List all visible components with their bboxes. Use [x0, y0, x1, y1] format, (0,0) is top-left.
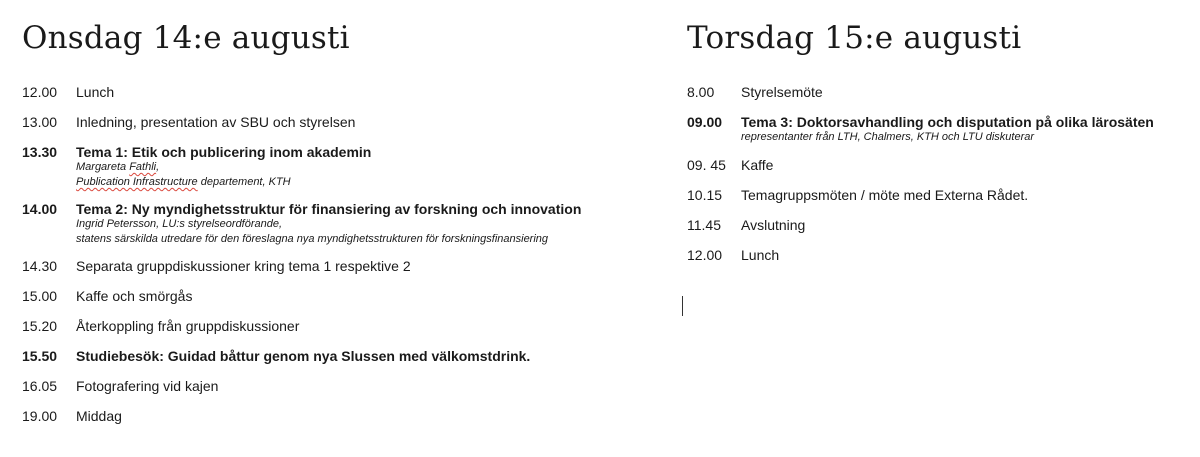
entry-time: 13.30 — [22, 144, 58, 160]
schedule-entry-theme-3 — [687, 114, 1187, 145]
text-cursor — [682, 296, 683, 316]
entry-time: 15.00 — [22, 288, 58, 304]
entry-time: 8.00 — [687, 84, 715, 100]
entry-speaker: Ingrid Petersson, LU:s styrelseordförande, — [76, 218, 283, 230]
entry-time: 10.15 — [687, 187, 723, 203]
entry-time: 15.50 — [22, 348, 58, 364]
entry-time: 12.00 — [22, 84, 58, 100]
entry-title: Styrelsemöte — [741, 84, 823, 100]
entry-title: Tema 3: Doktorsavhandling och disputation på olika lärosäten — [741, 114, 1154, 130]
wednesday-heading: Onsdag 14:e augusti — [22, 20, 350, 56]
entry-title: Middag — [76, 408, 122, 424]
entry-title: Temagruppsmöten / möte med Externa Rådet. — [741, 187, 1029, 203]
entry-title: Studiebesök: Guidad båttur genom nya Slussen med välkomstdrink. — [76, 348, 531, 364]
entry-affiliation: Publication Infrastructure departement, KTH — [76, 176, 291, 188]
schedule-entry — [22, 258, 672, 274]
schedule-entry — [687, 84, 1187, 100]
schedule-entry — [22, 288, 672, 304]
entry-speaker: representanter från LTH, Chalmers, KTH och LTU diskuterar — [741, 131, 1035, 143]
spelling-mark: Fathli — [129, 161, 157, 173]
schedule-entry — [687, 217, 1187, 233]
wednesday-schedule — [22, 84, 672, 438]
entry-title: Avslutning — [741, 217, 806, 233]
schedule-entry-study-visit — [22, 348, 672, 364]
schedule-entry — [687, 187, 1187, 203]
spelling-mark: Publication Infrastructure — [76, 176, 198, 188]
entry-time: 14.30 — [22, 258, 58, 274]
entry-time: 14.00 — [22, 201, 58, 217]
entry-title: Lunch — [76, 84, 115, 100]
thursday-schedule — [687, 84, 1187, 277]
schedule-entry-theme-2 — [22, 201, 672, 247]
entry-title: Återkoppling från gruppdiskussioner — [76, 318, 300, 334]
entry-title: Separata gruppdiskussioner kring tema 1 respektive 2 — [76, 258, 411, 274]
entry-time: 16.05 — [22, 378, 58, 394]
entry-time: 09. 45 — [687, 157, 726, 173]
thursday-heading: Torsdag 15:e augusti — [687, 20, 1022, 56]
schedule-entry — [687, 157, 1187, 173]
entry-time: 19.00 — [22, 408, 58, 424]
schedule-entry — [22, 318, 672, 334]
entry-time: 12.00 — [687, 247, 723, 263]
schedule-entry — [22, 84, 672, 100]
entry-title: Kaffe och smörgås — [76, 288, 193, 304]
schedule-entry-theme-1 — [22, 144, 672, 190]
entry-time: 13.00 — [22, 114, 58, 130]
entry-time: 15.20 — [22, 318, 58, 334]
entry-title: Tema 1: Etik och publicering inom akademin — [76, 144, 372, 160]
schedule-entry — [687, 247, 1187, 263]
entry-time: 11.45 — [687, 217, 721, 233]
entry-title: Tema 2: Ny myndighetsstruktur för finansiering av forskning och innovation — [76, 201, 582, 217]
entry-time: 09.00 — [687, 114, 723, 130]
entry-title: Fotografering vid kajen — [76, 378, 219, 394]
entry-title: Lunch — [741, 247, 780, 263]
schedule-entry — [22, 114, 672, 130]
entry-speaker: Margareta Fathli, — [76, 161, 160, 173]
schedule-entry — [22, 378, 672, 394]
schedule-entry — [22, 408, 672, 424]
entry-title: Inledning, presentation av SBU och styrelsen — [76, 114, 356, 130]
entry-title: Kaffe — [741, 157, 774, 173]
entry-affiliation: statens särskilda utredare för den föreslagna nya myndighetsstrukturen för forskningsfinansiering — [76, 233, 549, 245]
